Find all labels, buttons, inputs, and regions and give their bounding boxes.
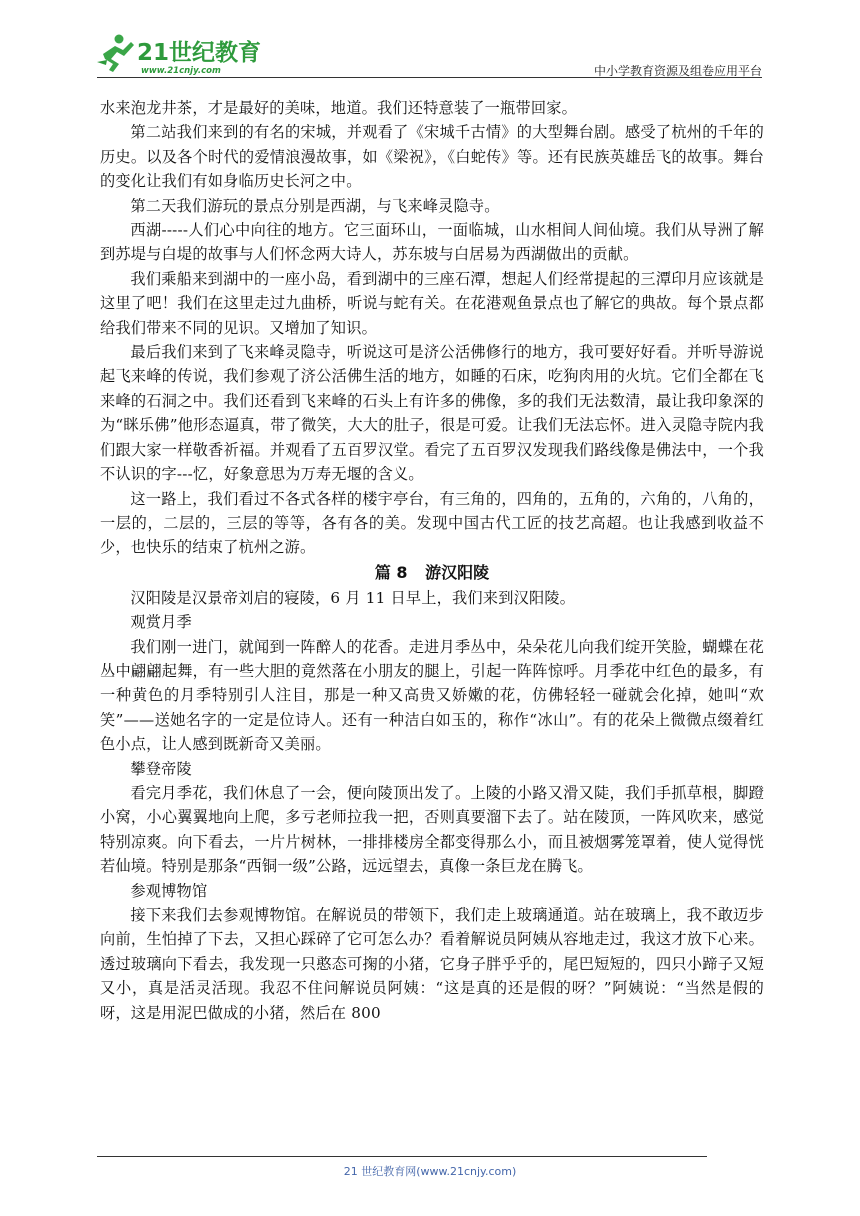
paragraph: 最后我们来到了飞来峰灵隐寺，听说这可是济公活佛修行的地方，我可要好好看。并听导游说起飞来峰的传说，我们参观了济公活佛生活的地方，如睡的石床，吃狗肉用的火坑。它们全都在飞来峰的石洞之中。我们还看到飞来峰的石头上有许多的佛像，多的我们无法数清，最让我印象深的为“眯乐佛”他形态逼真，带了微笑，大大的肚子，很是可爱。让我们无法忘怀。进入灵隐寺院内我们跟大家一样敬香祈福。并观看了五百罗汉堂。看完了五百罗汉发现我们路线像是佛法中，一个我不认识的字---忆，好象意思为万寿无堰的含义。	[100, 343, 764, 484]
document-body	[100, 96, 764, 1025]
subheading: 观赏月季	[130, 613, 192, 632]
page-header	[97, 28, 762, 80]
paragraph: 汉阳陵是汉景帝刘启的寝陵，6 月 11 日早上，我们来到汉阳陵。	[130, 588, 576, 607]
logo-text: 21世纪教育	[137, 40, 262, 66]
section-number: 篇 8	[374, 562, 408, 582]
paragraph: 水来泡龙井茶，才是最好的美味，地道。我们还特意装了一瓶带回家。	[100, 99, 578, 117]
paragraph: 我们刚一进门，就闻到一阵醉人的花香。走进月季丛中，朵朵花儿向我们绽开笑脸，蝴蝶在花丛中翩翩起舞，有一些大胆的竟然落在小朋友的腿上，引起一阵阵惊呼。月季花中红色的最多，有一种黄色的月季特别引人注目，那是一种又高贵又娇嫩的花，仿佛轻轻一碰就会化掉，她叫“欢笑”——送她名字的一定是位诗人。还有一种洁白如玉的，称作“冰山”。有的花朵上微微点缀着红色小点，让人感到既新奇又美丽。	[100, 637, 764, 754]
paragraph: 第二站我们来到的有名的宋城，并观看了《宋城千古情》的大型舞台剧。感受了杭州的千年的历史。以及各个时代的爱情浪漫故事，如《梁祝》，《白蛇传》等。还有民族英雄岳飞的故事。舞台的变化让我们有如身临历史长河之中。	[100, 123, 764, 191]
subheading: 参观博物馆	[130, 881, 208, 900]
section-heading	[100, 560, 764, 586]
paragraph: 西湖-----人们心中向往的地方。它三面环山，一面临城，山水相间人间仙境。我们从导洲了解到苏堤与白堤的故事与人们怀念两大诗人，苏东坡与白居易为西湖做出的贡献。	[100, 221, 764, 264]
platform-label: 中小学教育资源及组卷应用平台	[593, 64, 762, 78]
21cnjy-logo	[97, 32, 267, 76]
header-divider	[97, 77, 762, 78]
logo-url-text: www.21cnjy.com	[141, 66, 221, 76]
paragraph: 看完月季花，我们休息了一会，便向陵顶出发了。上陵的小路又滑又陡，我们手抓草根，脚蹬小窝，小心翼翼地向上爬，多亏老师拉我一把，否则真要溜下去了。站在陵顶，一阵风吹来，感觉特别凉爽。向下看去，一片片树林，一排排楼房全都变得那么小，而且被烟雾笼罩着，使人觉得恍若仙境。特别是那条“西铜一级”公路，远远望去，真像一条巨龙在腾飞。	[100, 783, 764, 876]
paragraph: 这一路上，我们看过不各式各样的楼宇亭台，有三角的，四角的，五角的，六角的，八角的，一层的，二层的，三层的等等，各有各的美。发现中国古代工匠的技艺高超。也让我感到收益不少，也快乐的结束了杭州之游。	[100, 489, 764, 557]
paragraph: 第二天我们游玩的景点分别是西湖，与飞来峰灵隐寺。	[130, 196, 500, 215]
footer-divider	[97, 1156, 707, 1157]
subheading: 攀登帝陵	[130, 759, 192, 778]
runner-icon	[97, 35, 134, 73]
paragraph: 接下来我们去参观博物馆。在解说员的带领下，我们走上玻璃通道。站在玻璃上，我不敢迈步向前，生怕掉了下去，又担心踩碎了它可怎么办？看着解说员阿姨从容地走过，我这才放下心来。透过玻璃向下看去，我发现一只憨态可掬的小猪，它身子胖乎乎的，尾巴短短的，四只小蹄子又短又小，真是活灵活现。我忍不住问解说员阿姨：“这是真的还是假的呀？”阿姨说：“当然是假的呀，这是用泥巴做成的小猪，然后在 800	[100, 906, 764, 1022]
paragraph: 我们乘船来到湖中的一座小岛，看到湖中的三座石潭，想起人们经常提起的三潭印月应该就是这里了吧！我们在这里走过九曲桥，听说与蛇有关。在花港观鱼景点也了解它的典故。每个景点都给我们带来不同的见识。又增加了知识。	[100, 269, 764, 337]
footer-text: 21 世纪教育网(www.21cnjy.com)	[343, 1165, 517, 1178]
section-title: 游汉阳陵	[425, 562, 490, 582]
